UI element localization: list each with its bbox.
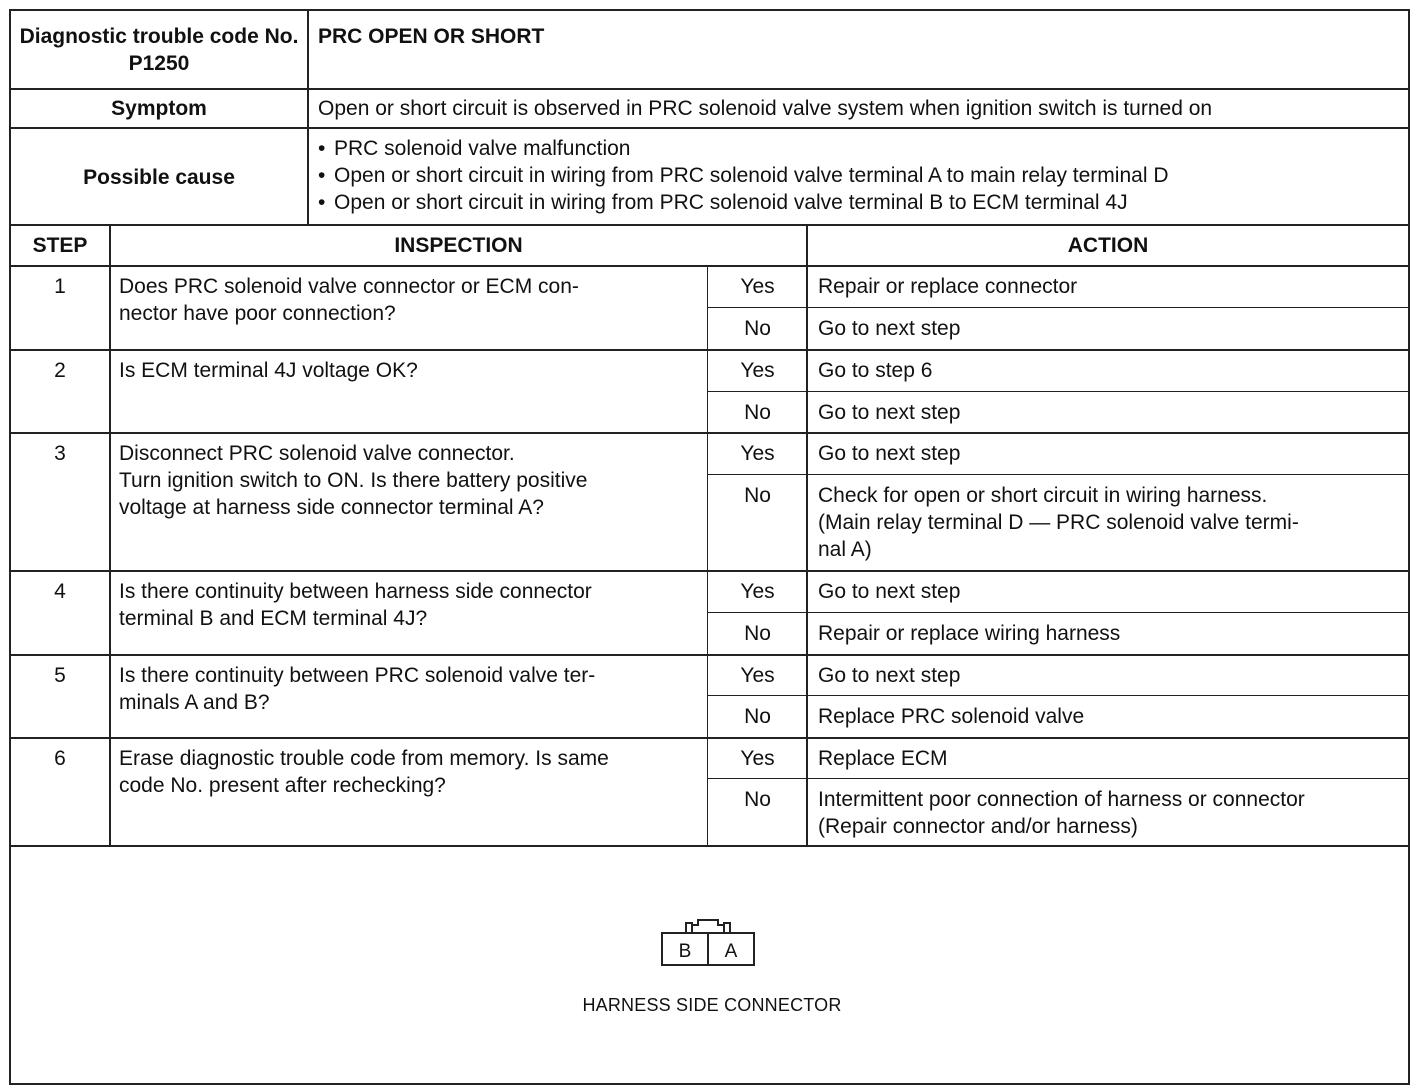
- step-no-label: No: [744, 788, 771, 811]
- rule: [307, 9, 309, 226]
- rule: [9, 224, 1410, 226]
- step-yes-label: Yes: [740, 275, 775, 298]
- step-no-label: No: [744, 622, 771, 645]
- rule: [9, 654, 1410, 656]
- rule: [707, 265, 708, 847]
- step-no-label: No: [744, 484, 771, 507]
- step-yes-label: Yes: [740, 664, 775, 687]
- cause-item: • Open or short circuit in wiring from PRC solenoid valve terminal B to ECM terminal 4J: [312, 189, 1407, 216]
- step-yes-label: Yes: [740, 580, 775, 603]
- step-inspection: Does PRC solenoid valve connector or ECM con- nector have poor connection?: [119, 275, 579, 325]
- rule: [707, 612, 1410, 613]
- step-yes-action: Go to step 6: [818, 359, 933, 382]
- step-inspection: Disconnect PRC solenoid valve connector. Turn ignition switch to ON. Is there battery positive voltage at harness side connector terminal A?: [119, 442, 588, 519]
- step-inspection: Erase diagnostic trouble code from memory. Is same code No. present after rechecking?: [119, 747, 609, 797]
- rule: [707, 778, 1410, 779]
- step-no-action: Go to next step: [818, 317, 961, 340]
- rule: [9, 88, 1410, 90]
- column-header-step: STEP: [32, 234, 88, 257]
- dtc-code-label: Diagnostic trouble code No. P1250: [19, 25, 299, 75]
- terminal-b-label: B: [678, 941, 692, 962]
- step-no-action: Intermittent poor connection of harness or connector (Repair connector and/or harness): [818, 788, 1305, 838]
- step-inspection: Is ECM terminal 4J voltage OK?: [119, 359, 418, 382]
- connector-caption: HARNESS SIDE CONNECTOR: [582, 995, 842, 1015]
- step-yes-action: Go to next step: [818, 580, 961, 603]
- harness-connector-diagram: [658, 915, 758, 967]
- step-yes-action: Replace ECM: [818, 747, 948, 770]
- step-no-action: Check for open or short circuit in wiring harness. (Main relay terminal D — PRC solenoid valve termi- nal A): [818, 484, 1299, 561]
- rule: [707, 391, 1410, 392]
- symptom-label: Symptom: [111, 97, 207, 120]
- step-number: 5: [54, 664, 66, 687]
- rule: [9, 127, 1410, 129]
- step-no-label: No: [744, 401, 771, 424]
- step-inspection: Is there continuity between harness side connector terminal B and ECM terminal 4J?: [119, 580, 592, 630]
- rule: [806, 224, 808, 847]
- step-yes-label: Yes: [740, 747, 775, 770]
- rule: [9, 570, 1410, 572]
- step-number: 1: [54, 275, 66, 298]
- possible-cause-list: [312, 135, 1407, 216]
- step-yes-action: Go to next step: [818, 664, 961, 687]
- step-yes-action: Repair or replace connector: [818, 275, 1078, 298]
- rule: [707, 695, 1410, 696]
- step-inspection: Is there continuity between PRC solenoid valve ter- minals A and B?: [119, 664, 596, 714]
- possible-cause-label: Possible cause: [83, 166, 235, 189]
- step-no-action: Repair or replace wiring harness: [818, 622, 1121, 645]
- column-header-inspection: INSPECTION: [394, 234, 523, 257]
- rule: [9, 737, 1410, 739]
- connector-latch: [686, 920, 730, 933]
- page-title: PRC OPEN OR SHORT: [318, 25, 545, 48]
- rule: [707, 307, 1410, 308]
- terminal-a-label: A: [724, 941, 738, 962]
- step-yes-label: Yes: [740, 442, 775, 465]
- step-no-action: Go to next step: [818, 401, 961, 424]
- column-header-action: ACTION: [1067, 234, 1149, 257]
- step-no-label: No: [744, 705, 771, 728]
- cause-item: • Open or short circuit in wiring from PRC solenoid valve terminal A to main relay terminal D: [312, 162, 1407, 189]
- rule: [9, 265, 1410, 267]
- step-number: 4: [54, 580, 66, 603]
- cause-item: • PRC solenoid valve malfunction: [312, 135, 1407, 162]
- step-number: 6: [54, 747, 66, 770]
- step-no-label: No: [744, 317, 771, 340]
- rule: [9, 349, 1410, 351]
- rule: [9, 432, 1410, 434]
- step-number: 2: [54, 359, 66, 382]
- step-yes-label: Yes: [740, 359, 775, 382]
- step-no-action: Replace PRC solenoid valve: [818, 705, 1085, 728]
- step-number: 3: [54, 442, 66, 465]
- step-yes-action: Go to next step: [818, 442, 961, 465]
- rule: [109, 224, 111, 847]
- rule: [707, 474, 1410, 475]
- symptom-text: Open or short circuit is observed in PRC solenoid valve system when ignition switch is turned on: [318, 97, 1213, 120]
- rule: [9, 845, 1410, 847]
